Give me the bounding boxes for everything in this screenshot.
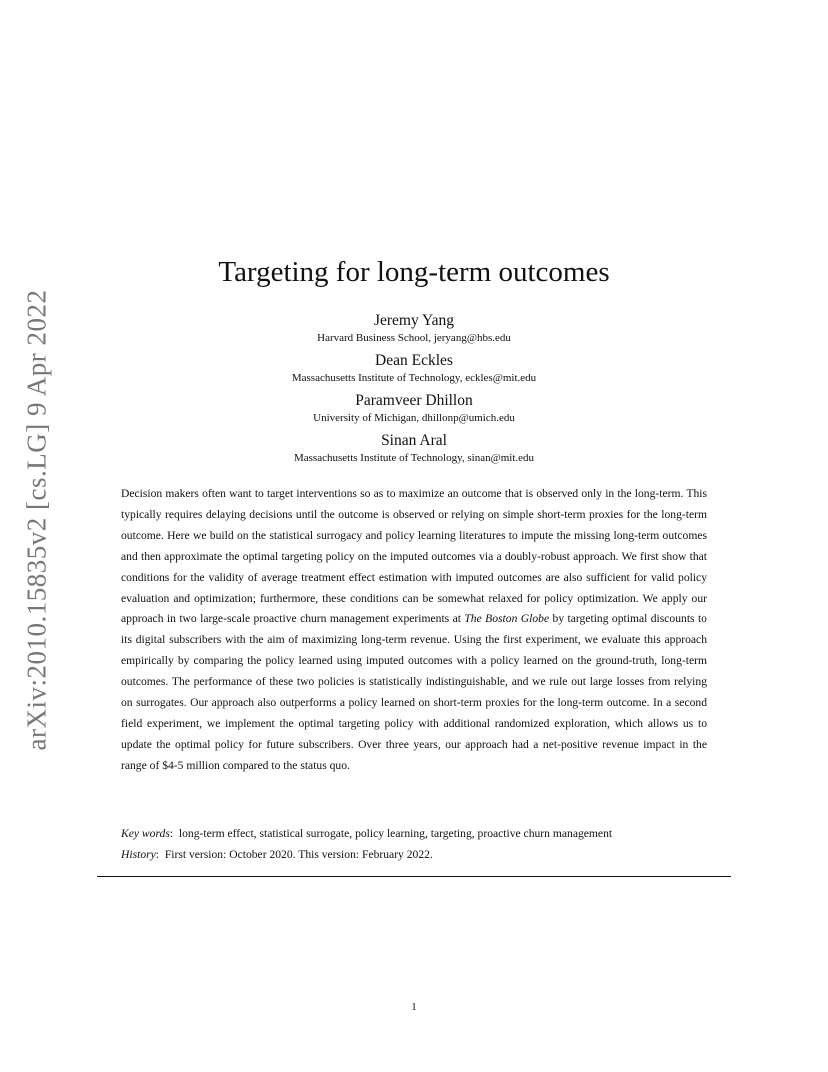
author-block-2 (0, 351, 828, 385)
keywords-label: Key words (121, 827, 170, 840)
paper-title: Targeting for long-term outcomes (218, 256, 610, 288)
keywords-line: Key words: long-term effect, statistical surrogate, policy learning, targeting, proactive churn management (121, 827, 613, 840)
history-line: History: First version: October 2020. This version: February 2022. (121, 848, 433, 861)
abstract-text-part-1: Decision makers often want to target interventions so as to maximize an outcome that is observed only in the long-term. This typically requires delaying decisions until the outcome is observed or relying on simple short-term proxies for the long-term outcome. Here we build on the statistical surrogacy and policy learning literatures to impute the missing long-term outcomes and then approximate the optimal targeting policy on the imputed outcomes via a doubly-robust approach. We first show that conditions for the validity of average treatment effect estimation with imputed outcomes are also sufficient for valid policy evaluation and optimization; furthermore, these conditions can be somewhat relaxed for policy optimization. We apply our approach in two large-scale proactive churn management experiments at (121, 487, 707, 626)
author-block-4 (0, 431, 828, 465)
abstract-text-part-2: by targeting optimal discounts to its digital subscribers with the aim of maximizing long-term revenue. Using the first experiment, we evaluate this approach empirically by comparing the policy learned using imputed outcomes with a policy learned on the ground-truth, long-term outcomes. The performance of these two policies is statistically indistinguishable, and we rule out large losses from relying on surrogates. Our approach also outperforms a policy learned on short-term proxies for the long-term outcome. In a second field experiment, we implement the optimal targeting policy with additional randomized exploration, which allows us to update the optimal policy for future subscribers. Over three years, our approach had a net-positive revenue impact in the range of $4-5 million compared to the status quo. (121, 612, 707, 772)
author-name: Dean Eckles (375, 352, 453, 369)
abstract (121, 484, 707, 777)
history-label: History (121, 848, 156, 861)
arxiv-identifier: arXiv:2010.15835v2 [cs.LG] 9 Apr 2022 (21, 289, 52, 751)
newspaper-name: The Boston Globe (464, 612, 550, 626)
keywords-value: long-term effect, statistical surrogate, policy learning, targeting, proactive churn management (178, 827, 613, 840)
author-block-3 (0, 391, 828, 425)
author-affiliation: Massachusetts Institute of Technology, eckles@mit.edu (291, 372, 537, 384)
page-number: 1 (411, 1001, 417, 1013)
author-name: Jeremy Yang (373, 312, 455, 329)
author-name: Sinan Aral (381, 432, 447, 449)
author-block-1 (0, 311, 828, 345)
horizontal-rule (97, 876, 731, 877)
author-affiliation: University of Michigan, dhillonp@umich.edu (313, 412, 515, 424)
author-affiliation: Massachusetts Institute of Technology, sinan@mit.edu (293, 452, 535, 464)
author-affiliation: Harvard Business School, jeryang@hbs.edu (317, 332, 511, 344)
history-value: First version: October 2020. This version: February 2022. (164, 848, 433, 861)
author-name: Paramveer Dhillon (355, 392, 473, 409)
